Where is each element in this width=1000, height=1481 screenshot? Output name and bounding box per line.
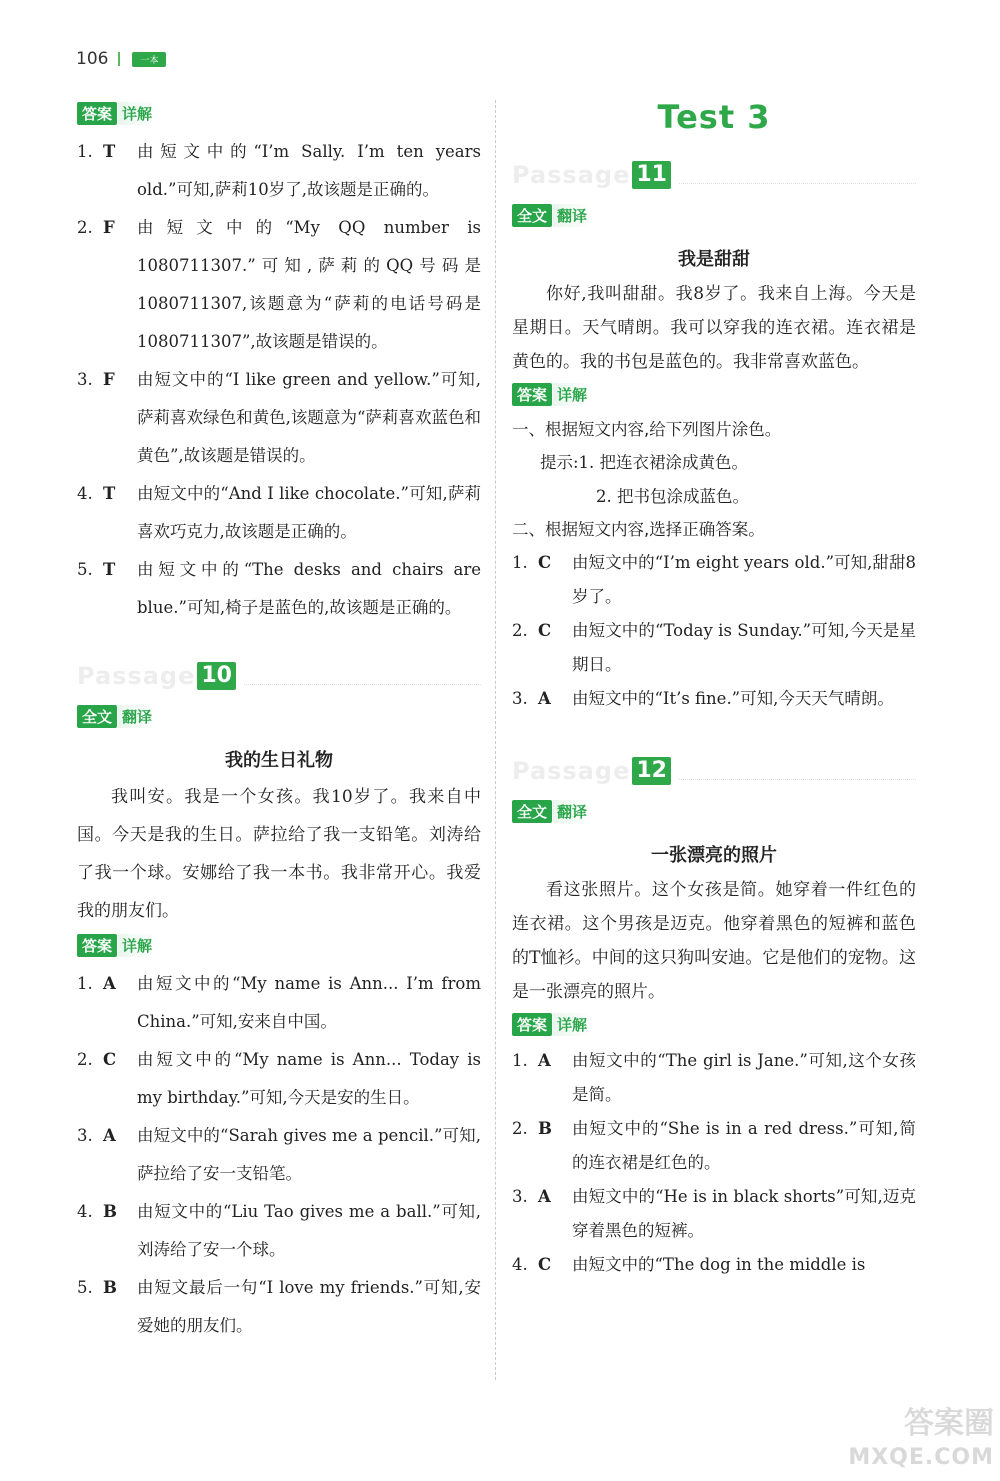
answer-label [512,1013,591,1036]
story-title: 一张漂亮的照片 [651,845,777,866]
item-explanation: 由短文中的“The desks and chairs are blue.”可知,椅子是蓝色的,故该题是正确的。 [137,560,481,617]
answer-badge-sub: 详解 [118,934,156,957]
item-explanation: 由短文中的“Liu Tao gives me a ball.”可知,刘涛给了安一个球。 [137,1202,481,1259]
watermark [848,1407,994,1475]
item-explanation: 由短文中的“The girl is Jane.”可知,这个女孩是简。 [572,1051,916,1104]
translation-badge-sub: 翻译 [553,204,591,227]
item-number: 2. [512,621,528,640]
translation-badge: 全文 [77,705,117,728]
item-answer: A [103,1126,116,1145]
section-heading: 一、根据短文内容,给下列图片涂色。 [512,420,782,439]
answer-badge-sub: 详解 [553,383,591,406]
answer-item [77,1117,481,1193]
item-answer: B [103,1202,117,1221]
passage-heading [512,756,916,786]
item-number: 4. [512,1255,528,1274]
story-title: 我是甜甜 [678,249,750,270]
left-column [77,98,481,1345]
answer-item [512,546,916,614]
answer-item [512,1044,916,1112]
answer-badge: 答案 [77,102,117,125]
answer-badge-sub: 详解 [118,102,156,125]
item-explanation: 由短文中的“I like green and yellow.”可知,萨莉喜欢绿色和黄色,该题意为“萨莉喜欢蓝色和黄色”,故该题是错误的。 [137,370,481,465]
translation-badge: 全文 [512,800,552,823]
answer-item [512,614,916,682]
item-explanation: 由短文中的“Sarah gives me a pencil.”可知,萨拉给了安一支铅笔。 [137,1126,481,1183]
item-answer: C [103,1050,117,1069]
item-explanation: 由短文中的“My name is Ann... Today is my birthday.”可知,今天是安的生日。 [137,1050,481,1107]
answer-badge-sub: 详解 [553,1013,591,1036]
item-answer: C [538,621,552,640]
item-number: 3. [77,370,93,389]
item-explanation: 由短文中的“And I like chocolate.”可知,萨莉喜欢巧克力,故该题是正确的。 [137,484,481,541]
item-explanation: 由短文中的“I’m Sally. I’m ten years old.”可知,萨莉10岁了,故该题是正确的。 [137,142,481,199]
passage-word: Passage [512,161,631,189]
hint-line: 2. 把书包涂成蓝色。 [596,487,749,506]
answer-label [512,383,591,406]
passage-heading [77,661,481,691]
item-number: 3. [512,1187,528,1206]
answer-item [512,682,916,716]
story-body: 我叫安。我是一个女孩。我10岁了。我来自中国。今天是我的生日。萨拉给了我一支铅笔。刘涛给了我一个球。安娜给了我一本书。我非常开心。我爱我的朋友们。 [77,787,481,921]
right-column [512,98,916,1282]
hint-line: 提示:1. 把连衣裙涂成黄色。 [540,453,749,472]
item-number: 1. [512,1051,528,1070]
answer-item [77,1269,481,1345]
passage-number: 10 [197,662,236,690]
answer-item [77,475,481,551]
passage-rule [679,763,916,780]
item-number: 2. [512,1119,528,1138]
item-answer: A [538,689,551,708]
answer-list [512,546,916,716]
header-divider [118,52,120,66]
item-answer: T [103,484,116,503]
answer-item [77,209,481,361]
item-explanation: 由短文中的“It’s fine.”可知,今天天气晴朗。 [572,689,894,708]
answer-item [77,1193,481,1269]
story-body: 看这张照片。这个女孩是简。她穿着一件红色的连衣裙。这个男孩是迈克。他穿着黑色的短裤和蓝色的T恤衫。中间的这只狗叫安迪。它是他们的宠物。这是一张漂亮的照片。 [512,880,916,1002]
answer-badge: 答案 [512,383,552,406]
section-heading: 二、根据短文内容,选择正确答案。 [512,520,765,539]
passage-number: 11 [632,161,671,189]
passage-word: Passage [77,662,196,690]
story-body: 你好,我叫甜甜。我8岁了。我来自上海。今天是星期日。天气晴朗。我可以穿我的连衣裙。连衣裙是黄色的。我的书包是蓝色的。我非常喜欢蓝色。 [512,284,916,372]
item-explanation: 由短文最后一句“I love my friends.”可知,安爱她的朋友们。 [137,1278,481,1335]
answer-item [77,133,481,209]
answer-item [77,1041,481,1117]
item-answer: A [538,1051,551,1070]
passage-word: Passage [512,757,631,785]
item-explanation: 由短文中的“I’m eight years old.”可知,甜甜8岁了。 [572,553,916,606]
answer-item [512,1112,916,1180]
item-number: 5. [77,1278,93,1297]
passage-rule [679,167,916,184]
item-answer: B [103,1278,117,1297]
item-number: 1. [512,553,528,572]
item-answer: C [538,553,552,572]
item-answer: A [103,974,116,993]
item-number: 4. [77,1202,93,1221]
answer-list [77,965,481,1345]
item-explanation: 由短文中的“He is in black shorts”可知,迈克穿着黑色的短裤。 [572,1187,916,1240]
page-header [76,46,166,72]
item-explanation: 由短文中的“She is in a red dress.”可知,简的连衣裙是红色的。 [572,1119,916,1172]
test-title: Test 3 [657,98,771,136]
passage-rule [244,668,481,685]
story-title: 我的生日礼物 [225,750,333,771]
translation-label [512,800,591,823]
item-answer: T [103,142,116,161]
item-number: 3. [77,1126,93,1145]
item-explanation: 由短文中的“My name is Ann... I’m from China.”可知,安来自中国。 [137,974,481,1031]
answer-list [77,133,481,627]
watermark-url: MXQE.COM [848,1445,994,1470]
translation-badge-sub: 翻译 [118,705,156,728]
answer-item [77,551,481,627]
passage-number: 12 [632,757,671,785]
item-answer: F [103,370,115,389]
item-number: 2. [77,1050,93,1069]
answer-label [77,934,156,957]
item-answer: B [538,1119,552,1138]
answer-item [512,1248,916,1282]
translation-label [512,204,591,227]
item-explanation: 由短文中的“My QQ number is 1080711307.”可知,萨莉的QQ号码是1080711307,该题意为“萨莉的电话号码是1080711307”,故该题是错误的。 [137,218,481,351]
item-explanation: 由短文中的“The dog in the middle is [572,1255,866,1274]
item-number: 2. [77,218,93,237]
answer-item [77,361,481,475]
passage-heading [512,160,916,190]
item-number: 1. [77,974,93,993]
answer-badge: 答案 [512,1013,552,1036]
item-number: 4. [77,484,93,503]
item-answer: C [538,1255,552,1274]
item-answer: F [103,218,115,237]
answer-list [512,1044,916,1282]
item-answer: A [538,1187,551,1206]
watermark-logo: 答案圈 [904,1406,994,1441]
translation-badge: 全文 [512,204,552,227]
answer-label [77,102,156,125]
translation-badge-sub: 翻译 [553,800,591,823]
item-number: 3. [512,689,528,708]
item-explanation: 由短文中的“Today is Sunday.”可知,今天是星期日。 [572,621,916,674]
page-number: 106 [76,49,109,69]
answer-badge: 答案 [77,934,117,957]
item-answer: T [103,560,116,579]
header-tag: 一本 [132,52,166,67]
item-number: 5. [77,560,93,579]
item-number: 1. [77,142,93,161]
column-divider [495,100,496,1380]
translation-label [77,705,156,728]
answer-item [77,965,481,1041]
answer-item [512,1180,916,1248]
